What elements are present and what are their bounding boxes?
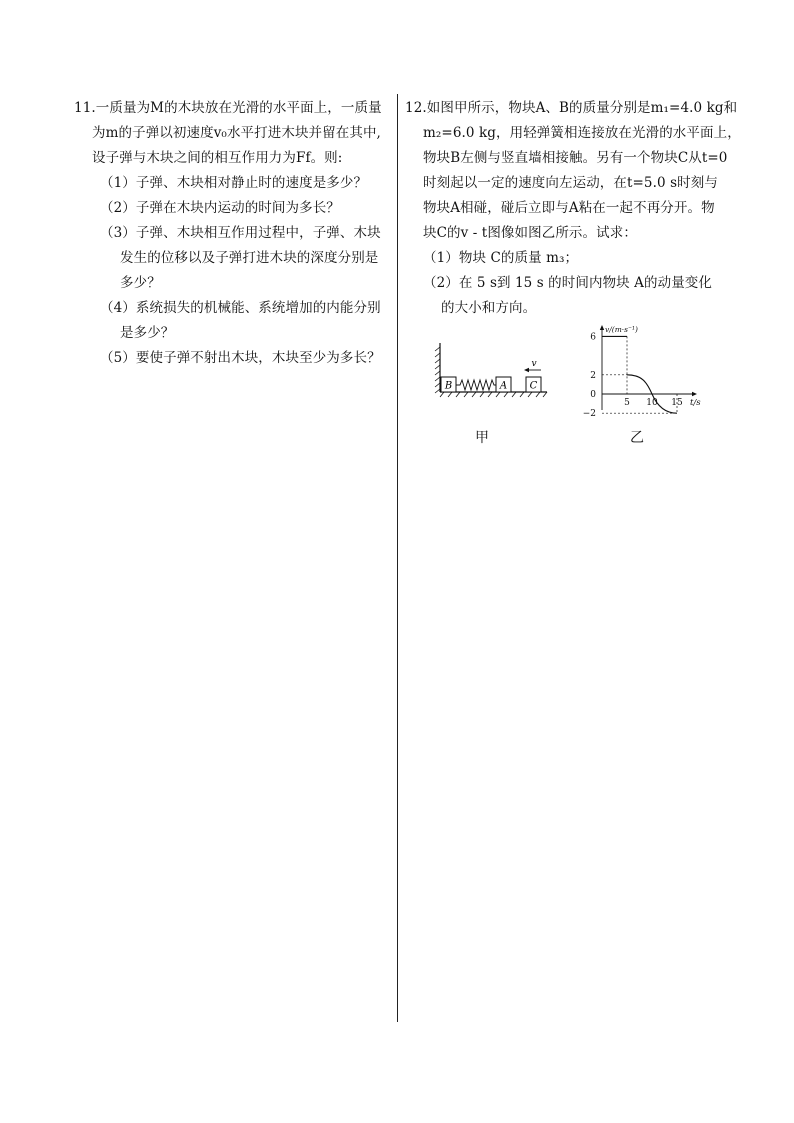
q11-part-4-line-2: 是多少？ xyxy=(120,325,175,341)
velocity-label: v xyxy=(531,359,537,369)
y-tick-label: −2 xyxy=(582,409,596,420)
block-b-label: B xyxy=(444,380,453,392)
q11-part-3-line-1: （3）子弹、木块相互作用过程中，子弹、木块 xyxy=(100,225,381,241)
figure-a-block-spring-diagram xyxy=(430,338,555,400)
q11-stem-line-1: 11.一质量为M的木块放在光滑的水平面上，一质量 xyxy=(74,100,382,116)
x-tick-label: 10 xyxy=(646,398,658,408)
q12-stem-line-3: 物块B左侧与竖直墙相接触。另有一个物块C从t=0 xyxy=(423,150,728,166)
question-12 xyxy=(405,96,741,321)
figure-b-vt-chart xyxy=(580,322,710,420)
block-a-label: A xyxy=(499,380,508,392)
q12-stem-line-6: 块C的v - t图像如图乙所示。试求： xyxy=(423,225,637,241)
q11-stem-line-2: 为m的子弹以初速度v₀水平打进木块并留在其中, xyxy=(92,125,381,141)
question-11 xyxy=(74,96,396,371)
q12-part-2-line-1: （2）在 5 s到 15 s 的时间内物块 A的动量变化 xyxy=(423,275,713,291)
y-tick-label: 0 xyxy=(590,390,596,400)
q12-stem-line-4: 时刻起以一定的速度向左运动，在t=5.0 s时刻与 xyxy=(423,175,718,191)
x-axis-label: t/s xyxy=(690,398,701,408)
q12-part-1: （1）物块 C的质量 m₃； xyxy=(423,250,579,266)
y-tick-label: 6 xyxy=(590,332,596,343)
velocity-arrowhead xyxy=(524,368,529,372)
q12-part-2-line-2: 的大小和方向。 xyxy=(441,300,537,316)
q11-part-4-line-1: （4）系统损失的机械能、系统增加的内能分别 xyxy=(100,300,381,316)
q12-stem-line-2: m₂=6.0 kg，用轻弹簧相连接放在光滑的水平面上， xyxy=(423,125,741,141)
y-axis-arrowhead xyxy=(600,325,604,330)
q12-stem-line-1: 12.如图甲所示，物块A、B的质量分别是m₁=4.0 kg和 xyxy=(405,100,738,116)
q11-stem-line-3: 设子弹与木块之间的相互作用力为Ff。则: xyxy=(92,150,343,166)
y-tick-label: 2 xyxy=(590,370,596,381)
block-c-label: C xyxy=(529,380,538,392)
q11-part-3-line-2: 发生的位移以及子弹打进木块的深度分别是 xyxy=(120,250,379,266)
x-tick-label: 5 xyxy=(624,398,630,408)
y-axis-label: v/(m·s⁻¹) xyxy=(605,325,638,334)
wall-hatching xyxy=(435,347,440,393)
x-axis-arrowhead xyxy=(692,392,697,396)
figure-a-caption: 甲 xyxy=(475,430,489,446)
column-divider xyxy=(397,94,398,1022)
q11-part-1: （1）子弹、木块相对静止时的速度是多少？ xyxy=(100,175,368,191)
q12-stem-line-5: 物块A相碰，碰后立即与A粘在一起不再分开。物 xyxy=(423,200,715,216)
q11-part-3-line-3: 多少？ xyxy=(120,275,161,291)
floor-hatching xyxy=(440,392,547,397)
q11-part-5: （5）要使子弹不射出木块，木块至少为多长？ xyxy=(100,350,381,366)
figure-b-caption: 乙 xyxy=(630,430,644,446)
x-tick-label: 15 xyxy=(671,398,683,408)
q11-part-2: （2）子弹在木块内运动的时间为多长？ xyxy=(100,200,340,216)
spring xyxy=(456,380,496,390)
